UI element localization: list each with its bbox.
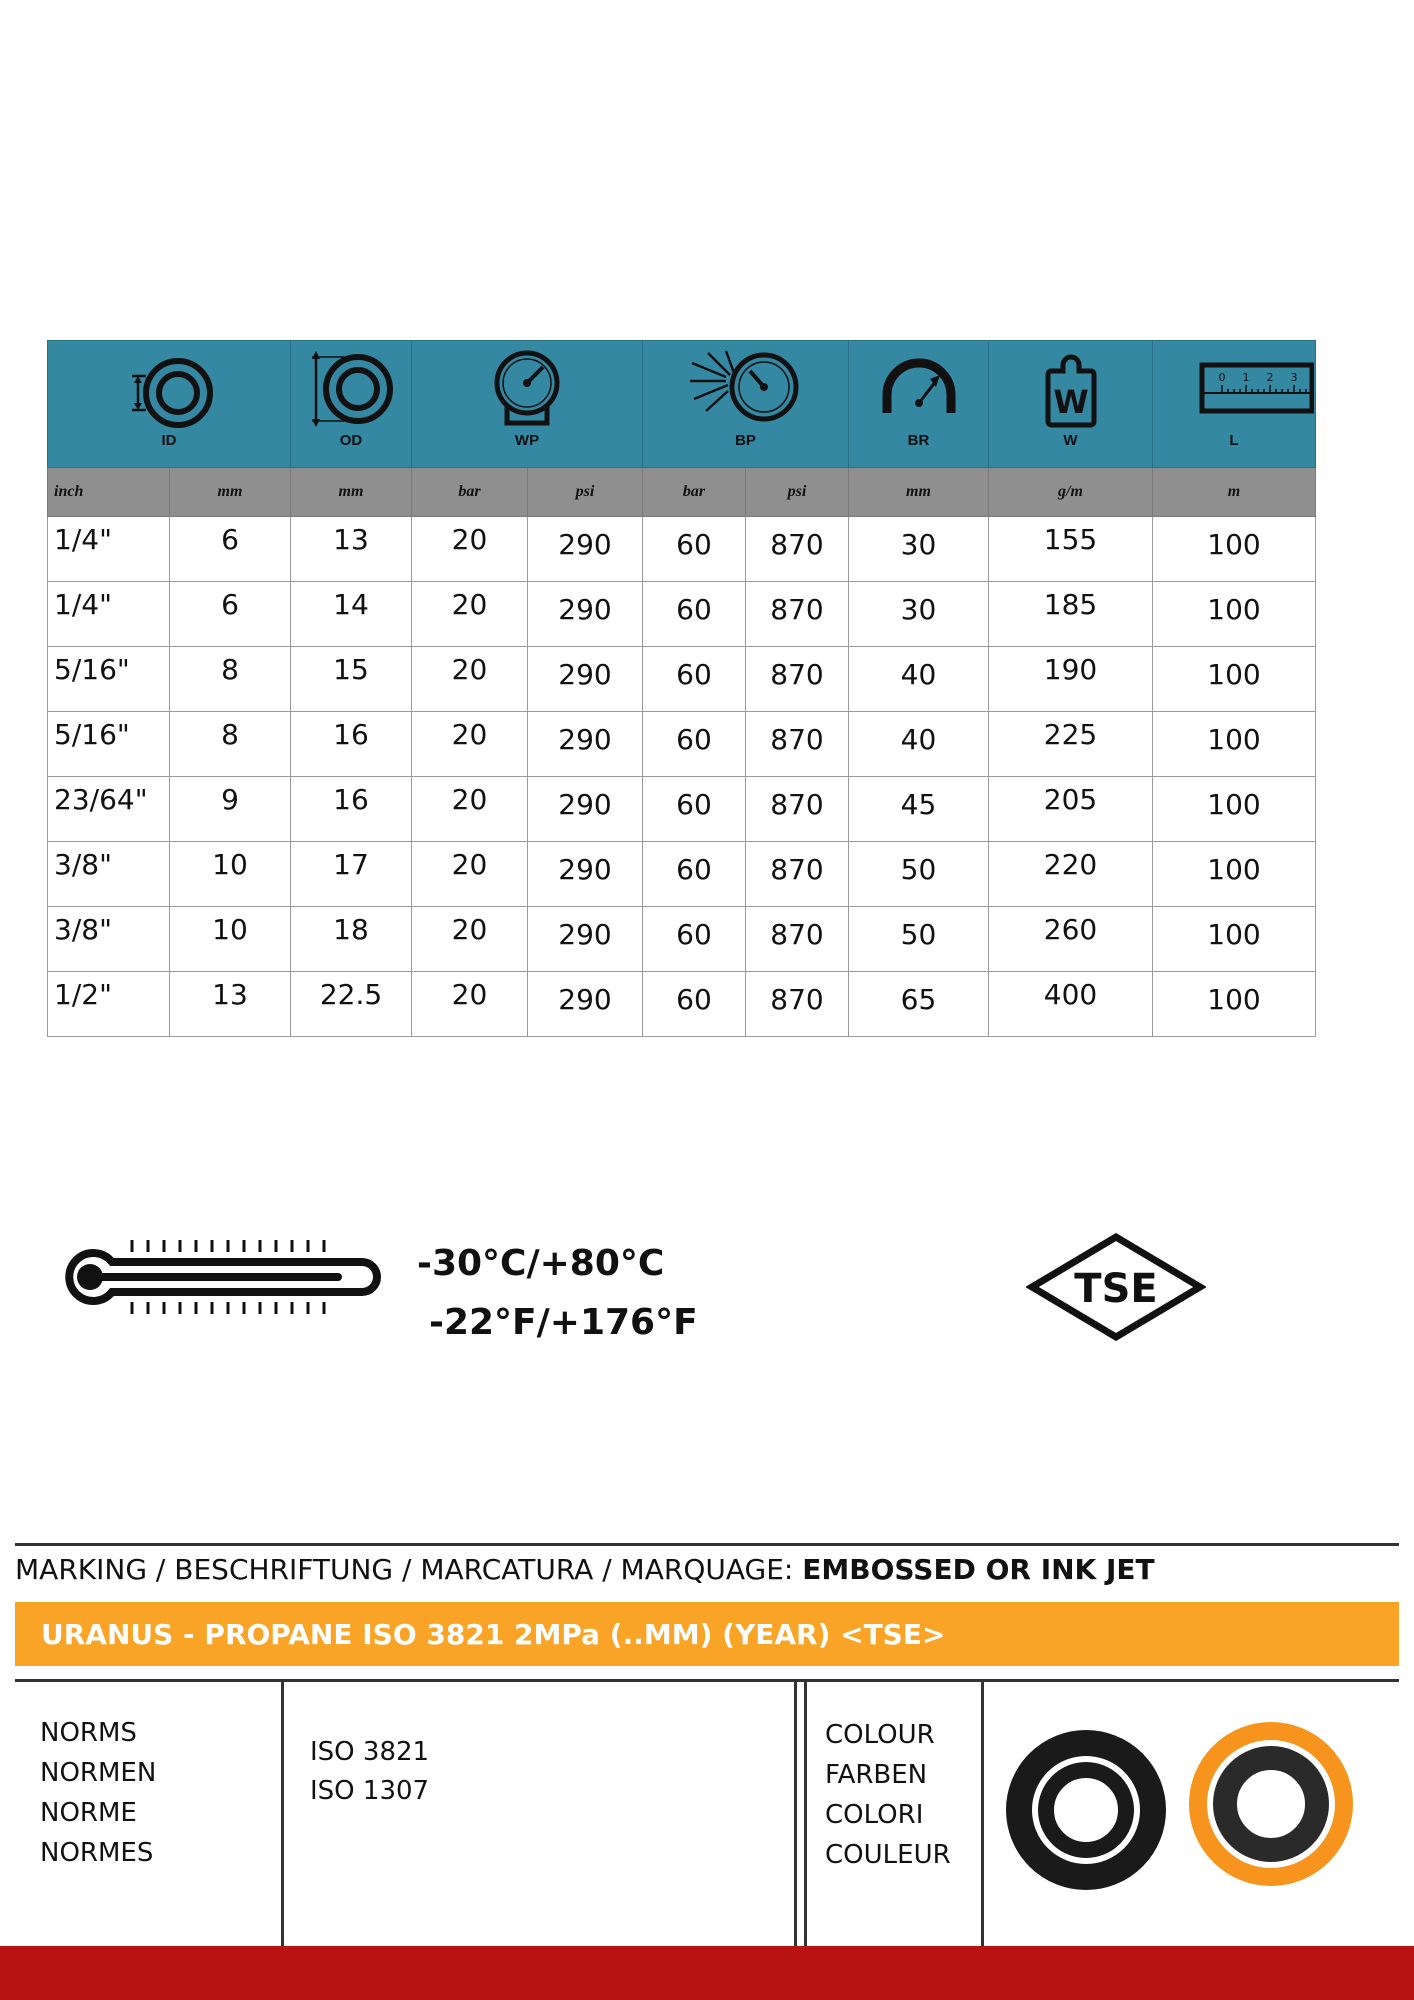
cell-value: 155 <box>1043 523 1098 556</box>
table-cell <box>291 582 412 647</box>
cell-value: 1/4" <box>54 588 112 621</box>
l-label: L <box>1229 432 1239 449</box>
ruler-tick-2: 2 <box>1266 371 1274 384</box>
cell-value: 60 <box>676 853 712 886</box>
cell-value: 20 <box>451 523 488 556</box>
cell-value: 20 <box>451 653 488 686</box>
table-cell <box>746 842 849 907</box>
cell-value: 17 <box>333 848 369 881</box>
cell-value: 3/8" <box>54 848 112 881</box>
table-cell <box>989 972 1153 1037</box>
cell-value: 6 <box>221 523 239 556</box>
cell-value: 100 <box>1207 528 1261 561</box>
table-cell <box>170 972 291 1037</box>
cell-value: 14 <box>333 588 369 621</box>
norms-label: NORMS <box>40 1718 137 1748</box>
cell-value: 100 <box>1207 593 1261 626</box>
cell-value: 400 <box>1043 978 1098 1011</box>
table-cell <box>849 712 989 777</box>
br-header <box>849 341 989 468</box>
table-cell <box>291 712 412 777</box>
weight-glyph: W <box>1052 383 1089 421</box>
colour-label: COLORI <box>825 1800 924 1830</box>
table-cell <box>528 517 643 582</box>
table-row <box>48 647 1316 712</box>
table-row <box>48 972 1316 1037</box>
unit-cell: psi <box>746 468 849 517</box>
cell-value: 205 <box>1043 783 1098 816</box>
table-cell <box>849 842 989 907</box>
table-cell <box>849 582 989 647</box>
table-cell <box>528 972 643 1037</box>
footer-bar <box>0 1946 1414 2000</box>
table-cell <box>48 517 170 582</box>
grid-divider <box>804 1682 807 1946</box>
cell-value: 45 <box>900 788 937 821</box>
cell-value: 20 <box>451 978 488 1011</box>
cell-value: 870 <box>770 593 824 626</box>
cell-value: 60 <box>676 593 712 626</box>
cell-value: 870 <box>770 723 824 756</box>
colour-swatches <box>1005 1718 1365 1898</box>
marking-bottom-divider <box>15 1679 1399 1682</box>
table-cell <box>528 582 643 647</box>
cell-value: 9 <box>221 783 239 816</box>
table-cell <box>1153 582 1316 647</box>
norms-label: NORMES <box>40 1838 154 1868</box>
inner-diameter-icon <box>124 349 214 431</box>
table-cell <box>1153 972 1316 1037</box>
table-cell <box>412 517 528 582</box>
cell-value: 15 <box>333 653 369 686</box>
table-cell <box>170 582 291 647</box>
cell-value: 290 <box>558 918 612 951</box>
table-cell <box>170 842 291 907</box>
table-row <box>48 777 1316 842</box>
colour-label: COLOUR <box>825 1720 935 1750</box>
cell-value: 50 <box>900 918 937 951</box>
cell-value: 50 <box>900 853 937 886</box>
icon-header-row <box>48 341 1316 468</box>
cell-value: 290 <box>558 983 612 1016</box>
ruler-tick-0: 0 <box>1218 371 1226 384</box>
cell-value: 16 <box>333 783 369 816</box>
table-cell <box>291 972 412 1037</box>
cell-value: 3/8" <box>54 913 112 946</box>
table-cell <box>849 517 989 582</box>
ruler-tick-3: 3 <box>1290 371 1298 384</box>
cell-value: 60 <box>676 788 712 821</box>
swatch-orange <box>1198 1731 1344 1877</box>
unit-row <box>48 468 1316 517</box>
cell-value: 13 <box>333 523 369 556</box>
table-cell <box>48 777 170 842</box>
cell-value: 60 <box>676 983 712 1016</box>
table-cell <box>746 712 849 777</box>
id-label: ID <box>161 432 177 449</box>
norms-labels <box>40 1713 156 1873</box>
unit-cell: bar <box>412 468 528 517</box>
cell-value: 5/16" <box>54 718 130 751</box>
table-cell <box>291 647 412 712</box>
table-row <box>48 907 1316 972</box>
norms-label: NORME <box>40 1798 137 1828</box>
table-cell <box>746 517 849 582</box>
w-header <box>989 341 1153 468</box>
cell-value: 60 <box>676 658 712 691</box>
marking-top-divider <box>15 1543 1399 1546</box>
weight-icon <box>1036 349 1106 431</box>
swatch-black <box>1019 1743 1153 1877</box>
cell-value: 18 <box>333 913 369 946</box>
table-cell <box>643 777 746 842</box>
cell-value: 870 <box>770 788 824 821</box>
table-row <box>48 582 1316 647</box>
l-header <box>1153 341 1316 468</box>
colour-label: COULEUR <box>825 1840 951 1870</box>
table-cell <box>48 647 170 712</box>
cell-value: 30 <box>900 528 937 561</box>
table-cell <box>48 712 170 777</box>
cell-value: 1/4" <box>54 523 112 556</box>
standards-list <box>310 1733 429 1811</box>
cell-value: 870 <box>770 658 824 691</box>
colour-label: FARBEN <box>825 1760 928 1790</box>
table-cell <box>989 647 1153 712</box>
table-cell <box>643 712 746 777</box>
cell-value: 290 <box>558 593 612 626</box>
thermometer-icon <box>62 1238 382 1322</box>
table-cell <box>291 517 412 582</box>
cell-value: 870 <box>770 918 824 951</box>
colour-labels <box>825 1715 951 1875</box>
table-cell <box>170 712 291 777</box>
standard-item: ISO 3821 <box>310 1737 430 1767</box>
cell-value: 10 <box>212 913 248 946</box>
table-cell <box>746 647 849 712</box>
temperature-fahrenheit: -22°F/+176°F <box>429 1302 698 1343</box>
marking-method: EMBOSSED OR INK JET <box>802 1553 1155 1586</box>
cell-value: 40 <box>900 658 937 691</box>
cell-value: 60 <box>676 918 712 951</box>
table-cell <box>1153 842 1316 907</box>
table-row <box>48 842 1316 907</box>
table-cell <box>291 842 412 907</box>
table-cell <box>412 907 528 972</box>
table-cell <box>643 972 746 1037</box>
table-cell <box>291 777 412 842</box>
marking-text: URANUS - PROPANE ISO 3821 2MPa (..MM) (YEAR) <TSE> <box>41 1617 946 1651</box>
table-cell <box>643 907 746 972</box>
table-cell <box>412 712 528 777</box>
cell-value: 8 <box>221 718 239 751</box>
unit-cell: bar <box>643 468 746 517</box>
table-cell <box>989 907 1153 972</box>
table-cell <box>412 777 528 842</box>
table-row <box>48 712 1316 777</box>
temperature-celsius: -30°C/+80°C <box>417 1243 665 1284</box>
table-cell <box>989 777 1153 842</box>
cell-value: 290 <box>558 528 612 561</box>
unit-cell: psi <box>528 468 643 517</box>
cell-value: 870 <box>770 528 824 561</box>
table-cell <box>412 972 528 1037</box>
unit-cell: mm <box>849 468 989 517</box>
table-cell <box>291 907 412 972</box>
working-pressure-gauge-icon <box>487 349 567 431</box>
cell-value: 8 <box>221 653 239 686</box>
cell-value: 6 <box>221 588 239 621</box>
br-label: BR <box>907 432 930 449</box>
grid-divider <box>794 1682 797 1946</box>
cell-value: 40 <box>900 723 937 756</box>
table-cell <box>412 582 528 647</box>
table-cell <box>412 647 528 712</box>
table-cell <box>528 712 643 777</box>
cell-value: 5/16" <box>54 653 130 686</box>
swatch-orange-inner <box>1225 1758 1317 1850</box>
table-cell <box>849 972 989 1037</box>
table-cell <box>1153 777 1316 842</box>
unit-cell: m <box>1153 468 1316 517</box>
table-cell <box>989 517 1153 582</box>
cell-value: 100 <box>1207 853 1261 886</box>
od-label: OD <box>339 432 363 449</box>
cell-value: 100 <box>1207 788 1261 821</box>
table-cell <box>989 842 1153 907</box>
cell-value: 220 <box>1043 848 1098 881</box>
table-cell <box>528 647 643 712</box>
cell-value: 870 <box>770 853 824 886</box>
tse-certification-logo <box>1026 1233 1206 1341</box>
cell-value: 13 <box>212 978 248 1011</box>
cell-value: 100 <box>1207 918 1261 951</box>
ruler-tick-1: 1 <box>1242 371 1250 384</box>
cell-value: 290 <box>558 788 612 821</box>
swatch-black-inner <box>1046 1770 1126 1850</box>
table-cell <box>528 907 643 972</box>
table-cell <box>643 517 746 582</box>
unit-cell: g/m <box>989 468 1153 517</box>
table-cell <box>1153 517 1316 582</box>
cell-value: 20 <box>451 913 488 946</box>
table-cell <box>849 907 989 972</box>
table-cell <box>643 842 746 907</box>
table-cell <box>412 842 528 907</box>
table-cell <box>746 582 849 647</box>
length-ruler-icon <box>1154 349 1314 431</box>
bp-label: BP <box>735 432 756 449</box>
cell-value: 16 <box>333 718 369 751</box>
cell-value: 290 <box>558 658 612 691</box>
standard-item: ISO 1307 <box>310 1776 430 1806</box>
cell-value: 100 <box>1207 658 1261 691</box>
table-cell <box>989 712 1153 777</box>
bend-radius-icon <box>874 349 964 431</box>
cell-value: 10 <box>212 848 248 881</box>
wp-label: WP <box>514 432 540 449</box>
cell-value: 100 <box>1207 723 1261 756</box>
table-cell <box>849 647 989 712</box>
table-cell <box>643 647 746 712</box>
table-cell <box>849 777 989 842</box>
table-cell <box>1153 647 1316 712</box>
w-label: W <box>1063 432 1078 449</box>
grid-divider <box>281 1682 284 1946</box>
spec-table-body <box>48 517 1316 1037</box>
table-cell <box>528 777 643 842</box>
table-cell <box>989 582 1153 647</box>
marking-bar <box>15 1602 1399 1666</box>
table-cell <box>48 582 170 647</box>
cell-value: 870 <box>770 983 824 1016</box>
cell-value: 185 <box>1043 588 1098 621</box>
table-cell <box>170 907 291 972</box>
cell-value: 60 <box>676 528 712 561</box>
id-header <box>48 341 291 468</box>
cell-value: 1/2" <box>54 978 112 1011</box>
cell-value: 20 <box>451 783 488 816</box>
cell-value: 22.5 <box>319 978 383 1011</box>
burst-pressure-gauge-icon <box>686 349 806 431</box>
cell-value: 225 <box>1043 718 1098 751</box>
cell-value: 23/64" <box>54 783 148 816</box>
cell-value: 290 <box>558 853 612 886</box>
wp-header <box>412 341 643 468</box>
spec-table <box>47 340 1316 1037</box>
cell-value: 20 <box>451 718 488 751</box>
cell-value: 60 <box>676 723 712 756</box>
table-cell <box>528 842 643 907</box>
table-cell <box>746 972 849 1037</box>
unit-cell: mm <box>170 468 291 517</box>
table-cell <box>746 777 849 842</box>
cell-value: 30 <box>900 593 937 626</box>
table-cell <box>1153 907 1316 972</box>
bp-header <box>643 341 849 468</box>
table-cell <box>170 647 291 712</box>
marking-line <box>15 1553 1155 1586</box>
tse-logo-text: TSE <box>1074 1266 1158 1312</box>
cell-value: 190 <box>1043 653 1098 686</box>
cell-value: 260 <box>1043 913 1098 946</box>
grid-divider <box>981 1682 984 1946</box>
outer-diameter-icon <box>306 349 396 431</box>
table-cell <box>643 582 746 647</box>
table-cell <box>170 517 291 582</box>
marking-label: MARKING / BESCHRIFTUNG / MARCATURA / MARQUAGE: <box>15 1553 803 1586</box>
cell-value: 100 <box>1207 983 1261 1016</box>
norms-label: NORMEN <box>40 1758 157 1788</box>
table-row <box>48 517 1316 582</box>
table-cell <box>170 777 291 842</box>
cell-value: 20 <box>451 848 488 881</box>
table-cell <box>746 907 849 972</box>
table-cell <box>48 907 170 972</box>
unit-cell: mm <box>291 468 412 517</box>
cell-value: 290 <box>558 723 612 756</box>
table-cell <box>48 842 170 907</box>
table-cell <box>48 972 170 1037</box>
table-cell <box>1153 712 1316 777</box>
cell-value: 65 <box>900 983 937 1016</box>
od-header <box>291 341 412 468</box>
unit-cell: inch <box>48 468 170 517</box>
cell-value: 20 <box>451 588 488 621</box>
